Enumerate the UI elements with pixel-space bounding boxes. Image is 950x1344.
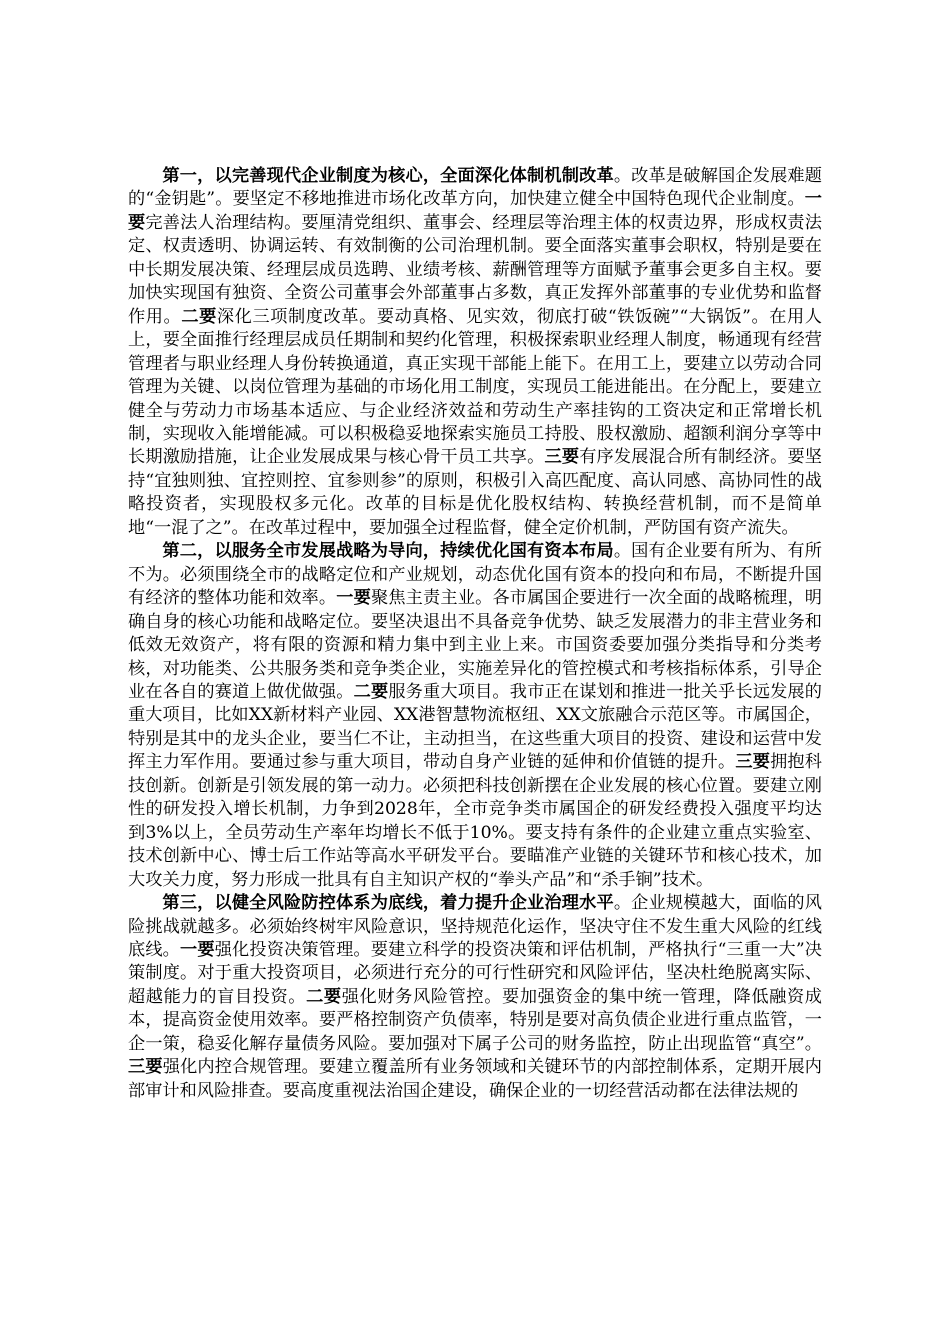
paragraph (128, 892, 822, 1103)
bold-run: 第三，以健全风险防控体系为底线，着力提升企业治理水平 (162, 893, 614, 914)
text-run: 聚焦主责主业。各市属国企要进行一次全面的战略梳理，明确自身的核心功能和战略定位。要坚决退出不具备竞争优势、缺乏发展潜力的非主营业务和低效无效资产，将有限的资源和精力集中到主业上来。市国资委要加强分类指导和分类考核，对功能类、公共服务类和竞争类企业，实施差异化的管控模式和考核指标体系，引导企业在各自的赛道上做优做强。 (128, 588, 822, 702)
text-run: 服务重大项目。我市正在谋划和推进一批关乎长远发展的重大项目，比如XX新材料产业园、XX港智慧物流枢纽、XX文旅融合示范区等。市属国企，特别是其中的龙头企业，要当仁不让，主动担当，在这些重大项目的投资、建设和运营中发挥主力军作用。要通过参与重大项目，带动自身产业链的延伸和价值链的提升。 (128, 681, 822, 773)
bold-run: 三要 (735, 752, 771, 773)
bold-run: 第二，以服务全市发展战略为导向，持续优化国有资本布局 (162, 541, 614, 562)
paragraph (128, 540, 822, 892)
bold-run: 二要 (181, 306, 217, 327)
text-run: 拥抱科技创新。创新是引领发展的第一动力。必须把科技创新摆在企业发展的核心位置。要建立刚性的研发投入增长机制，力争到2028年，全市竞争类市属国企的研发经费投入强度平均达到3%以上，全员劳动生产率年均增长不低于10%。要支持有条件的企业建立重点实验室、技术创新中心、博士后工作站等高水平研发平台。要瞄准产业链的关键环节和核心技术，加大攻关力度，努力形成一批具有自主知识产权的“拳头产品”和“杀手锏”技术。 (128, 752, 822, 890)
text-run: 。企业规模越大，面临的风险挑战就越多。必须始终树牢风险意识，坚持规范化运作，坚决守住不发生重大风险的红线底线。 (128, 893, 822, 960)
text-run: 强化投资决策管理。要建立科学的投资决策和评估机制，严格执行“三重一大”决策制度。对于重大投资项目，必须进行充分的可行性研究和风险评估，坚决杜绝脱离实际、超越能力的盲目投资。 (128, 939, 822, 1007)
bold-run: 第一，以完善现代企业制度为核心，全面深化体制机制改革 (162, 166, 614, 186)
bold-run: 一要 (128, 189, 822, 233)
text-run: 有序发展混合所有制经济。要坚持“宜独则独、宜控则控、宜参则参”的原则，积极引入高匹配度、高认同感、高协同性的战略投资者，实现股权多元化。改革的目标是优化股权结构、转换经营机制，而不是简单地“一混了之”。在改革过程中，要加强全过程监督，健全定价机制，严防国有资产流失。 (128, 447, 822, 538)
text-run: 强化内控合规管理。要建立覆盖所有业务领域和关键环节的内部控制体系，定期开展内部审计和风险排查。要高度重视法治国企建设，确保企业的一切经营活动都在法律法规的 (128, 1057, 822, 1101)
text-run: 。改革是破解国企发展难题的“金钥匙”。要坚定不移地推进市场化改革方向，加快建立健全中国特色现代企业制度。 (128, 166, 822, 210)
text-run: 。国有企业要有所为、有所不为。必须围绕全市的战略定位和产业规划，动态优化国有资本的投向和布局，不断提升国有经济的整体功能和效率。 (128, 541, 822, 609)
bold-run: 二要 (306, 986, 342, 1007)
document-body (128, 165, 822, 1103)
bold-run: 三要 (128, 1057, 163, 1078)
text-run: 深化三项制度改革。要动真格、见实效，彻底打破“铁饭碗”“大锅饭”。在用人上，要全面推行经理层成员任期制和契约化管理，积极探索职业经理人制度，畅通现有经营管理者与职业经理人身份转换通道，真正实现干部能上能下。在用工上，要建立以劳动合同管理为关键、以岗位管理为基础的市场化用工制度，实现员工能进能出。在分配上，要建立健全与劳动力市场基本适应、与企业经济效益和劳动生产率挂钩的工资决定和正常增长机制，实现收入能增能减。可以积极稳妥地探索实施员工持股、股权激励、超额利润分享等中长期激励措施，让企业发展成果与核心骨干员工共享。 (128, 306, 822, 468)
paragraph (128, 165, 822, 540)
bold-run: 三要 (544, 447, 580, 468)
bold-run: 一要 (336, 588, 371, 609)
bold-run: 一要 (180, 939, 215, 960)
text-run: 完善法人治理结构。要厘清党组织、董事会、经理层等治理主体的权责边界，形成权责法定、权责透明、协调运转、有效制衡的公司治理机制。要全面落实董事会职权，特别是要在中长期发展决策、经理层成员选聘、业绩考核、薪酬管理等方面赋予董事会更多自主权。要加快实现国有独资、全资公司董事会外部董事占多数，真正发挥外部董事的专业优势和监督作用。 (128, 212, 822, 327)
text-run: 强化财务风险管控。要加强资金的集中统一管理，降低融资成本，提高资金使用效率。要严格控制资产负债率，特别是要对高负债企业进行重点监管，一企一策，稳妥化解存量债务风险。要加强对下属子公司的财务监控，防止出现监管“真空”。 (128, 986, 822, 1054)
bold-run: 二要 (353, 681, 389, 702)
